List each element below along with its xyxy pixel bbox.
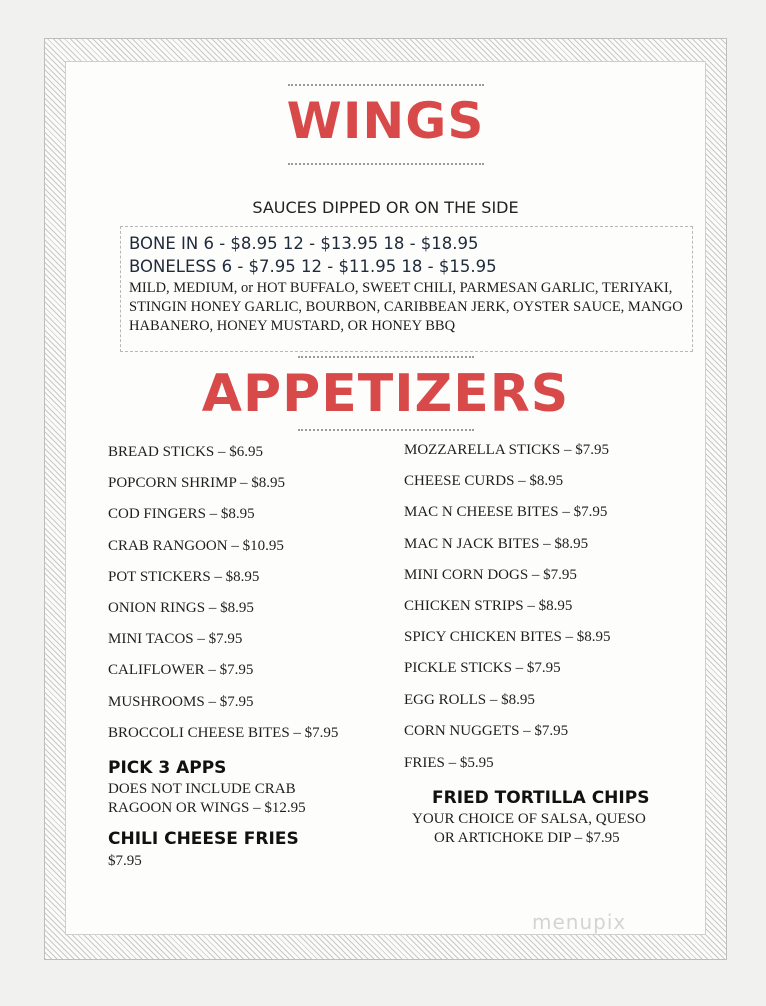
watermark-logo: menupix xyxy=(532,910,627,934)
tortilla-chips-title: FRIED TORTILLA CHIPS xyxy=(432,788,650,808)
menu-frame xyxy=(44,38,727,960)
menu-item: PICKLE STICKS – $7.95 xyxy=(404,660,561,676)
pick3-title: PICK 3 APPS xyxy=(108,758,227,778)
menu-item: POPCORN SHRIMP – $8.95 xyxy=(108,475,285,491)
chili-fries-price: $7.95 xyxy=(108,853,142,869)
menu-item: ONION RINGS – $8.95 xyxy=(108,600,254,616)
menu-panel xyxy=(65,61,706,935)
wings-title: WINGS xyxy=(286,92,485,150)
menu-item: CORN NUGGETS – $7.95 xyxy=(404,723,569,739)
pick3-price: RAGOON OR WINGS – $12.95 xyxy=(108,800,306,816)
menu-item: MAC N JACK BITES – $8.95 xyxy=(404,536,589,552)
divider-dots xyxy=(298,356,474,358)
sauce-list: MILD, MEDIUM, or HOT BUFFALO, SWEET CHILI, PARMESAN GARLIC, TERIYAKI, STINGIN HONEY GARLIC, BOURBON, CARIBBEAN JERK, OYSTER SAUCE, MANGO HABANERO, HONEY MUSTARD, OR HONEY BBQ xyxy=(129,280,683,334)
wings-price-box xyxy=(120,226,693,352)
menu-item: SPICY CHICKEN BITES – $8.95 xyxy=(404,629,611,645)
menu-item: MUSHROOMS – $7.95 xyxy=(108,694,254,710)
menu-item: CHICKEN STRIPS – $8.95 xyxy=(404,598,573,614)
menu-item: MINI CORN DOGS – $7.95 xyxy=(404,567,577,583)
divider-dots xyxy=(298,429,474,431)
boneless-prices: BONELESS 6 - $7.95 12 - $11.95 18 - $15.95 xyxy=(129,257,497,276)
menu-item: POT STICKERS – $8.95 xyxy=(108,569,260,585)
divider-dots xyxy=(288,163,484,165)
menu-item: CHEESE CURDS – $8.95 xyxy=(404,473,564,489)
wings-subtitle: SAUCES DIPPED OR ON THE SIDE xyxy=(252,198,519,217)
menu-item: MINI TACOS – $7.95 xyxy=(108,631,243,647)
menu-item: COD FINGERS – $8.95 xyxy=(108,506,255,522)
menu-item: BREAD STICKS – $6.95 xyxy=(108,444,264,460)
divider-dots xyxy=(288,84,484,86)
tortilla-chips-price: OR ARTICHOKE DIP – $7.95 xyxy=(434,830,620,846)
appetizers-title: APPETIZERS xyxy=(201,364,570,424)
menu-item: BROCCOLI CHEESE BITES – $7.95 xyxy=(108,725,339,741)
menu-item: CRAB RANGOON – $10.95 xyxy=(108,538,284,554)
tortilla-chips-note: YOUR CHOICE OF SALSA, QUESO xyxy=(412,811,646,827)
menu-item: MAC N CHEESE BITES – $7.95 xyxy=(404,504,608,520)
bone-in-prices: BONE IN 6 - $8.95 12 - $13.95 18 - $18.95 xyxy=(129,234,479,253)
menu-item: EGG ROLLS – $8.95 xyxy=(404,692,535,708)
chili-fries-title: CHILI CHEESE FRIES xyxy=(108,829,299,849)
menu-item: CALIFLOWER – $7.95 xyxy=(108,662,254,678)
menu-item: MOZZARELLA STICKS – $7.95 xyxy=(404,442,610,458)
menu-item: FRIES – $5.95 xyxy=(404,755,494,771)
pick3-note: DOES NOT INCLUDE CRAB xyxy=(108,781,296,797)
